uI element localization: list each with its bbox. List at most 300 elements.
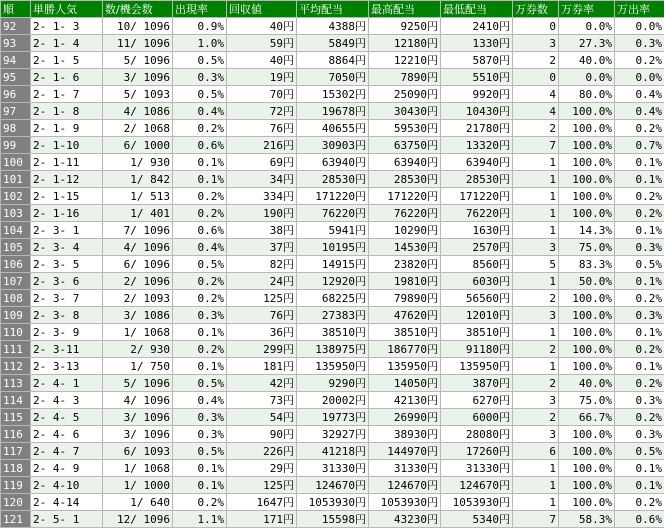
- cell-avg-payout: 40655円: [297, 120, 369, 137]
- cell-big-count: 2: [513, 52, 559, 69]
- cell-return: 38円: [227, 222, 297, 239]
- cell-rank: 119: [1, 477, 31, 494]
- cell-big-rate: 100.0%: [559, 358, 615, 375]
- cell-avg-payout: 138975円: [297, 341, 369, 358]
- cell-avg-payout: 9290円: [297, 375, 369, 392]
- cell-return: 54円: [227, 409, 297, 426]
- cell-max-payout: 38510円: [369, 324, 441, 341]
- cell-big-appear-rate: 0.3%: [615, 35, 664, 52]
- cell-big-count: 2: [513, 120, 559, 137]
- table-row: [1, 443, 664, 460]
- cell-return: 73円: [227, 392, 297, 409]
- cell-popularity: 2- 1- 8: [31, 103, 103, 120]
- table-row: [1, 307, 664, 324]
- cell-count: 6/ 1096: [103, 256, 173, 273]
- header-col-big-rate: 万券率: [559, 1, 615, 18]
- cell-rate: 1.0%: [173, 35, 227, 52]
- cell-big-count: 2: [513, 341, 559, 358]
- cell-big-rate: 100.0%: [559, 188, 615, 205]
- cell-return: 1647円: [227, 494, 297, 511]
- table-row: [1, 426, 664, 443]
- cell-count: 1/ 513: [103, 188, 173, 205]
- cell-rate: 0.1%: [173, 324, 227, 341]
- cell-avg-payout: 32927円: [297, 426, 369, 443]
- cell-return: 19円: [227, 69, 297, 86]
- cell-rank: 108: [1, 290, 31, 307]
- table-row: [1, 35, 664, 52]
- cell-rank: 101: [1, 171, 31, 188]
- cell-rate: 0.5%: [173, 86, 227, 103]
- cell-min-payout: 31330円: [441, 460, 513, 477]
- cell-rate: 0.1%: [173, 154, 227, 171]
- cell-max-payout: 47620円: [369, 307, 441, 324]
- cell-rate: 0.3%: [173, 409, 227, 426]
- cell-big-count: 1: [513, 494, 559, 511]
- cell-avg-payout: 124670円: [297, 477, 369, 494]
- table-row: [1, 222, 664, 239]
- cell-rate: 0.5%: [173, 443, 227, 460]
- cell-big-count: 4: [513, 103, 559, 120]
- cell-popularity: 2- 1- 9: [31, 120, 103, 137]
- cell-big-count: 1: [513, 154, 559, 171]
- cell-big-appear-rate: 0.2%: [615, 375, 664, 392]
- cell-avg-payout: 14915円: [297, 256, 369, 273]
- cell-big-count: 0: [513, 18, 559, 35]
- cell-big-appear-rate: 0.1%: [615, 460, 664, 477]
- table-row: [1, 324, 664, 341]
- cell-big-appear-rate: 0.5%: [615, 443, 664, 460]
- cell-min-payout: 10430円: [441, 103, 513, 120]
- cell-max-payout: 14530円: [369, 239, 441, 256]
- cell-big-rate: 50.0%: [559, 273, 615, 290]
- cell-min-payout: 5340円: [441, 511, 513, 528]
- table-row: [1, 358, 664, 375]
- cell-max-payout: 186770円: [369, 341, 441, 358]
- cell-rank: 104: [1, 222, 31, 239]
- cell-rank: 107: [1, 273, 31, 290]
- cell-big-count: 1: [513, 358, 559, 375]
- cell-return: 69円: [227, 154, 297, 171]
- cell-big-rate: 58.3%: [559, 511, 615, 528]
- cell-big-appear-rate: 0.1%: [615, 154, 664, 171]
- cell-avg-payout: 76220円: [297, 205, 369, 222]
- header-col-return: 回収値: [227, 1, 297, 18]
- cell-avg-payout: 7050円: [297, 69, 369, 86]
- cell-return: 76円: [227, 120, 297, 137]
- cell-rank: 118: [1, 460, 31, 477]
- cell-big-count: 3: [513, 307, 559, 324]
- cell-min-payout: 56560円: [441, 290, 513, 307]
- cell-avg-payout: 28530円: [297, 171, 369, 188]
- cell-big-count: 1: [513, 477, 559, 494]
- cell-min-payout: 8560円: [441, 256, 513, 273]
- cell-popularity: 2- 4-14: [31, 494, 103, 511]
- cell-rate: 0.1%: [173, 171, 227, 188]
- cell-popularity: 2- 4- 3: [31, 392, 103, 409]
- cell-big-appear-rate: 0.3%: [615, 392, 664, 409]
- cell-min-payout: 6000円: [441, 409, 513, 426]
- cell-count: 1/ 1000: [103, 477, 173, 494]
- cell-big-rate: 100.0%: [559, 205, 615, 222]
- cell-count: 2/ 1093: [103, 290, 173, 307]
- cell-count: 5/ 1096: [103, 52, 173, 69]
- cell-big-count: 3: [513, 35, 559, 52]
- cell-return: 40円: [227, 52, 297, 69]
- cell-avg-payout: 30903円: [297, 137, 369, 154]
- table-body: [1, 18, 664, 528]
- cell-popularity: 2- 4- 9: [31, 460, 103, 477]
- cell-count: 1/ 1068: [103, 324, 173, 341]
- table-row: [1, 375, 664, 392]
- cell-big-appear-rate: 0.4%: [615, 103, 664, 120]
- cell-max-payout: 76220円: [369, 205, 441, 222]
- cell-count: 3/ 1096: [103, 409, 173, 426]
- cell-max-payout: 26990円: [369, 409, 441, 426]
- cell-return: 42円: [227, 375, 297, 392]
- cell-rate: 0.6%: [173, 137, 227, 154]
- cell-big-rate: 100.0%: [559, 460, 615, 477]
- table-row: [1, 52, 664, 69]
- cell-big-appear-rate: 0.4%: [615, 86, 664, 103]
- cell-return: 24円: [227, 273, 297, 290]
- cell-return: 37円: [227, 239, 297, 256]
- cell-max-payout: 9250円: [369, 18, 441, 35]
- cell-rate: 0.4%: [173, 392, 227, 409]
- header-col-max-payout: 最高配当: [369, 1, 441, 18]
- cell-min-payout: 28530円: [441, 171, 513, 188]
- cell-rate: 0.2%: [173, 290, 227, 307]
- table-row: [1, 477, 664, 494]
- cell-big-rate: 100.0%: [559, 494, 615, 511]
- cell-big-appear-rate: 0.2%: [615, 409, 664, 426]
- cell-big-appear-rate: 0.3%: [615, 239, 664, 256]
- cell-return: 125円: [227, 290, 297, 307]
- cell-return: 334円: [227, 188, 297, 205]
- cell-popularity: 2- 3- 9: [31, 324, 103, 341]
- cell-return: 76円: [227, 307, 297, 324]
- cell-big-count: 5: [513, 256, 559, 273]
- cell-count: 11/ 1096: [103, 35, 173, 52]
- cell-max-payout: 144970円: [369, 443, 441, 460]
- cell-avg-payout: 1053930円: [297, 494, 369, 511]
- cell-rate: 0.5%: [173, 375, 227, 392]
- cell-rate: 0.1%: [173, 358, 227, 375]
- cell-return: 90円: [227, 426, 297, 443]
- cell-count: 2/ 1068: [103, 120, 173, 137]
- cell-big-rate: 100.0%: [559, 307, 615, 324]
- cell-max-payout: 38930円: [369, 426, 441, 443]
- cell-popularity: 2- 1- 7: [31, 86, 103, 103]
- cell-big-appear-rate: 0.6%: [615, 511, 664, 528]
- cell-count: 5/ 1093: [103, 86, 173, 103]
- cell-avg-payout: 20002円: [297, 392, 369, 409]
- table-row: [1, 188, 664, 205]
- cell-max-payout: 43230円: [369, 511, 441, 528]
- cell-popularity: 2- 3- 1: [31, 222, 103, 239]
- cell-popularity: 2- 1- 4: [31, 35, 103, 52]
- cell-min-payout: 76220円: [441, 205, 513, 222]
- cell-rate: 0.9%: [173, 18, 227, 35]
- cell-big-appear-rate: 0.1%: [615, 358, 664, 375]
- cell-min-payout: 3870円: [441, 375, 513, 392]
- cell-count: 1/ 640: [103, 494, 173, 511]
- table-row: [1, 120, 664, 137]
- cell-popularity: 2- 1- 3: [31, 18, 103, 35]
- cell-max-payout: 14050円: [369, 375, 441, 392]
- cell-big-count: 3: [513, 426, 559, 443]
- cell-big-count: 1: [513, 222, 559, 239]
- cell-rank: 105: [1, 239, 31, 256]
- cell-return: 190円: [227, 205, 297, 222]
- cell-rate: 0.6%: [173, 222, 227, 239]
- cell-rank: 92: [1, 18, 31, 35]
- cell-count: 12/ 1096: [103, 511, 173, 528]
- cell-rate: 0.2%: [173, 341, 227, 358]
- cell-return: 181円: [227, 358, 297, 375]
- cell-big-rate: 100.0%: [559, 426, 615, 443]
- cell-popularity: 2- 3- 5: [31, 256, 103, 273]
- cell-max-payout: 28530円: [369, 171, 441, 188]
- cell-rank: 106: [1, 256, 31, 273]
- cell-rank: 95: [1, 69, 31, 86]
- cell-avg-payout: 31330円: [297, 460, 369, 477]
- cell-rate: 0.3%: [173, 426, 227, 443]
- cell-big-appear-rate: 0.1%: [615, 222, 664, 239]
- cell-big-count: 1: [513, 324, 559, 341]
- cell-big-rate: 100.0%: [559, 477, 615, 494]
- cell-popularity: 2- 3-13: [31, 358, 103, 375]
- table-row: [1, 494, 664, 511]
- cell-return: 226円: [227, 443, 297, 460]
- cell-popularity: 2- 1-10: [31, 137, 103, 154]
- cell-rank: 94: [1, 52, 31, 69]
- cell-big-appear-rate: 0.2%: [615, 494, 664, 511]
- table-row: [1, 256, 664, 273]
- cell-avg-payout: 19773円: [297, 409, 369, 426]
- cell-min-payout: 124670円: [441, 477, 513, 494]
- cell-rate: 0.5%: [173, 52, 227, 69]
- cell-max-payout: 19810円: [369, 273, 441, 290]
- cell-count: 4/ 1086: [103, 103, 173, 120]
- cell-popularity: 2- 1-12: [31, 171, 103, 188]
- cell-rate: 0.2%: [173, 188, 227, 205]
- cell-max-payout: 25090円: [369, 86, 441, 103]
- table-row: [1, 392, 664, 409]
- cell-avg-payout: 10195円: [297, 239, 369, 256]
- cell-max-payout: 31330円: [369, 460, 441, 477]
- cell-big-rate: 100.0%: [559, 154, 615, 171]
- cell-max-payout: 79890円: [369, 290, 441, 307]
- header-col-avg-payout: 平均配当: [297, 1, 369, 18]
- cell-big-appear-rate: 0.5%: [615, 256, 664, 273]
- cell-big-appear-rate: 0.2%: [615, 120, 664, 137]
- header-row: [1, 1, 664, 18]
- cell-big-count: 0: [513, 69, 559, 86]
- cell-big-appear-rate: 0.7%: [615, 137, 664, 154]
- table-row: [1, 18, 664, 35]
- cell-return: 29円: [227, 460, 297, 477]
- cell-max-payout: 171220円: [369, 188, 441, 205]
- cell-min-payout: 91180円: [441, 341, 513, 358]
- cell-min-payout: 6030円: [441, 273, 513, 290]
- cell-count: 10/ 1096: [103, 18, 173, 35]
- cell-rank: 120: [1, 494, 31, 511]
- cell-rank: 111: [1, 341, 31, 358]
- cell-popularity: 2- 4- 1: [31, 375, 103, 392]
- cell-max-payout: 42130円: [369, 392, 441, 409]
- cell-return: 216円: [227, 137, 297, 154]
- cell-avg-payout: 41218円: [297, 443, 369, 460]
- cell-count: 2/ 1096: [103, 273, 173, 290]
- cell-big-rate: 100.0%: [559, 120, 615, 137]
- cell-popularity: 2- 4- 5: [31, 409, 103, 426]
- cell-popularity: 2- 3- 6: [31, 273, 103, 290]
- cell-min-payout: 5870円: [441, 52, 513, 69]
- cell-min-payout: 171220円: [441, 188, 513, 205]
- cell-rate: 0.3%: [173, 69, 227, 86]
- cell-count: 3/ 1086: [103, 307, 173, 324]
- cell-big-appear-rate: 0.2%: [615, 290, 664, 307]
- cell-count: 1/ 1068: [103, 460, 173, 477]
- cell-min-payout: 2410円: [441, 18, 513, 35]
- table-row: [1, 69, 664, 86]
- cell-rank: 115: [1, 409, 31, 426]
- cell-big-rate: 40.0%: [559, 52, 615, 69]
- cell-big-count: 1: [513, 171, 559, 188]
- cell-big-appear-rate: 0.2%: [615, 52, 664, 69]
- table-row: [1, 341, 664, 358]
- cell-big-appear-rate: 0.2%: [615, 205, 664, 222]
- cell-avg-payout: 19678円: [297, 103, 369, 120]
- cell-max-payout: 124670円: [369, 477, 441, 494]
- cell-popularity: 2- 3-11: [31, 341, 103, 358]
- cell-rank: 110: [1, 324, 31, 341]
- cell-avg-payout: 5941円: [297, 222, 369, 239]
- cell-avg-payout: 63940円: [297, 154, 369, 171]
- cell-big-appear-rate: 0.3%: [615, 426, 664, 443]
- header-col-popularity: 単勝人気: [31, 1, 103, 18]
- header-col-min-payout: 最低配当: [441, 1, 513, 18]
- cell-avg-payout: 68225円: [297, 290, 369, 307]
- cell-return: 36円: [227, 324, 297, 341]
- header-col-big-appear-rate: 万出率: [615, 1, 664, 18]
- cell-popularity: 2- 4- 6: [31, 426, 103, 443]
- cell-max-payout: 135950円: [369, 358, 441, 375]
- cell-count: 1/ 842: [103, 171, 173, 188]
- cell-count: 4/ 1096: [103, 239, 173, 256]
- table-row: [1, 273, 664, 290]
- table-row: [1, 205, 664, 222]
- table-row: [1, 239, 664, 256]
- cell-rate: 0.2%: [173, 273, 227, 290]
- cell-count: 4/ 1096: [103, 392, 173, 409]
- cell-big-count: 2: [513, 409, 559, 426]
- cell-rate: 0.2%: [173, 494, 227, 511]
- cell-popularity: 2- 1-16: [31, 205, 103, 222]
- cell-min-payout: 5510円: [441, 69, 513, 86]
- cell-big-rate: 75.0%: [559, 239, 615, 256]
- table-row: [1, 171, 664, 188]
- cell-rank: 114: [1, 392, 31, 409]
- cell-big-count: 1: [513, 205, 559, 222]
- cell-big-rate: 83.3%: [559, 256, 615, 273]
- cell-count: 3/ 1096: [103, 69, 173, 86]
- cell-big-rate: 27.3%: [559, 35, 615, 52]
- cell-max-payout: 30430円: [369, 103, 441, 120]
- cell-popularity: 2- 5- 1: [31, 511, 103, 528]
- cell-count: 1/ 930: [103, 154, 173, 171]
- table-row: [1, 137, 664, 154]
- cell-max-payout: 7890円: [369, 69, 441, 86]
- cell-count: 3/ 1096: [103, 426, 173, 443]
- cell-big-rate: 100.0%: [559, 443, 615, 460]
- cell-popularity: 2- 1-15: [31, 188, 103, 205]
- cell-avg-payout: 38510円: [297, 324, 369, 341]
- cell-min-payout: 6270円: [441, 392, 513, 409]
- cell-big-appear-rate: 0.2%: [615, 341, 664, 358]
- cell-min-payout: 135950円: [441, 358, 513, 375]
- cell-return: 72円: [227, 103, 297, 120]
- cell-max-payout: 63940円: [369, 154, 441, 171]
- cell-rank: 116: [1, 426, 31, 443]
- cell-big-appear-rate: 0.2%: [615, 188, 664, 205]
- cell-count: 5/ 1096: [103, 375, 173, 392]
- cell-return: 34円: [227, 171, 297, 188]
- cell-big-rate: 75.0%: [559, 392, 615, 409]
- cell-big-appear-rate: 0.1%: [615, 273, 664, 290]
- cell-popularity: 2- 3- 4: [31, 239, 103, 256]
- cell-rank: 97: [1, 103, 31, 120]
- cell-max-payout: 10290円: [369, 222, 441, 239]
- cell-big-appear-rate: 0.1%: [615, 324, 664, 341]
- cell-big-count: 4: [513, 86, 559, 103]
- cell-popularity: 2- 1- 5: [31, 52, 103, 69]
- cell-count: 6/ 1000: [103, 137, 173, 154]
- cell-return: 59円: [227, 35, 297, 52]
- cell-big-rate: 100.0%: [559, 290, 615, 307]
- cell-big-rate: 100.0%: [559, 103, 615, 120]
- cell-big-rate: 100.0%: [559, 171, 615, 188]
- cell-big-rate: 80.0%: [559, 86, 615, 103]
- cell-max-payout: 59530円: [369, 120, 441, 137]
- cell-popularity: 2- 4-10: [31, 477, 103, 494]
- cell-avg-payout: 27383円: [297, 307, 369, 324]
- cell-min-payout: 38510円: [441, 324, 513, 341]
- cell-big-count: 3: [513, 392, 559, 409]
- cell-popularity: 2- 3- 7: [31, 290, 103, 307]
- cell-return: 125円: [227, 477, 297, 494]
- cell-rank: 96: [1, 86, 31, 103]
- table-header: [1, 1, 664, 18]
- cell-rate: 0.3%: [173, 307, 227, 324]
- cell-rate: 0.4%: [173, 103, 227, 120]
- cell-rank: 113: [1, 375, 31, 392]
- cell-big-count: 2: [513, 375, 559, 392]
- cell-avg-payout: 12920円: [297, 273, 369, 290]
- cell-rank: 99: [1, 137, 31, 154]
- cell-big-appear-rate: 0.3%: [615, 307, 664, 324]
- cell-return: 171円: [227, 511, 297, 528]
- cell-big-appear-rate: 0.1%: [615, 171, 664, 188]
- cell-popularity: 2- 3- 8: [31, 307, 103, 324]
- cell-min-payout: 12010円: [441, 307, 513, 324]
- cell-big-rate: 100.0%: [559, 341, 615, 358]
- cell-avg-payout: 15598円: [297, 511, 369, 528]
- header-col-count: 数/機会数: [103, 1, 173, 18]
- cell-min-payout: 17260円: [441, 443, 513, 460]
- cell-avg-payout: 171220円: [297, 188, 369, 205]
- cell-big-count: 3: [513, 239, 559, 256]
